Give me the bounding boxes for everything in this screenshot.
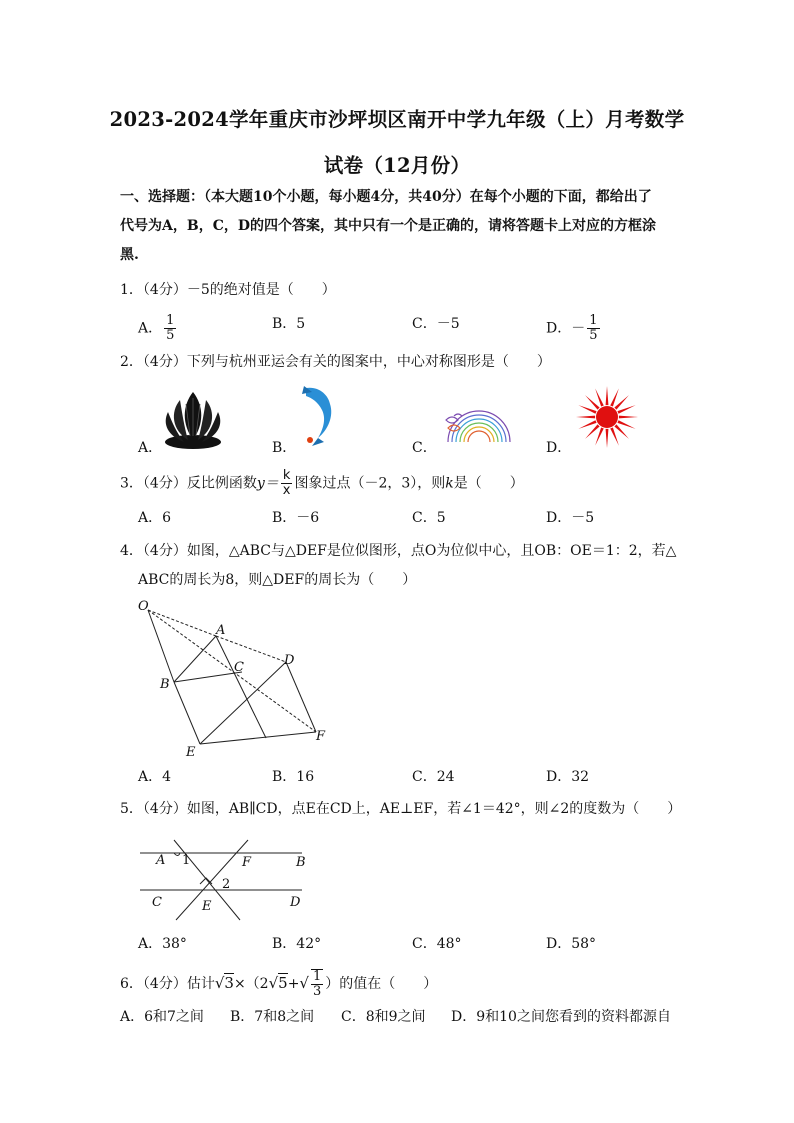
q4-side-BA xyxy=(174,636,216,682)
q1-d-label: D．－ xyxy=(546,320,586,337)
q2-option-d: D． xyxy=(546,440,572,456)
sun-ray xyxy=(614,424,629,439)
q5-label-1: 1 xyxy=(182,853,191,868)
sun-ray xyxy=(585,395,600,410)
q1-a-num: 1 xyxy=(166,313,175,328)
q3-stem-b: 图象过点（－2，3），则 xyxy=(294,475,446,492)
q1-a-label: A． xyxy=(138,320,163,337)
q6-sqrt3-value: 3 xyxy=(224,974,234,992)
q5-label-B: B xyxy=(296,855,306,870)
q3-option-a: A．6 xyxy=(138,510,172,526)
q4-side-DF xyxy=(286,662,316,732)
sun-ray xyxy=(614,395,629,410)
q5-label-2: 2 xyxy=(222,877,231,892)
dolphin-emblem-icon xyxy=(298,384,338,450)
q5-line-EF xyxy=(176,840,248,920)
sun-ray xyxy=(606,386,609,405)
q5-label-E: E xyxy=(202,899,212,914)
q1-d-num: 1 xyxy=(589,313,598,328)
q3-option-c: C．5 xyxy=(412,510,446,526)
q6-stem xyxy=(120,969,437,999)
sun-ray xyxy=(617,405,635,414)
q3-x: x xyxy=(282,483,291,498)
q6-times: ×（2 xyxy=(233,976,269,992)
q1-a-den: 5 xyxy=(166,328,175,343)
q5-label-A: A xyxy=(156,853,166,868)
q6-option-c: C．8和9之间 xyxy=(341,1009,426,1025)
q1-option-a xyxy=(138,314,178,343)
section1-line1: 一、选择题：（本大题10个小题，每小题4分，共40分）在每个小题的下面，都给出了 xyxy=(120,189,652,205)
q6-sqrt3: √3 xyxy=(214,974,234,992)
q4-option-a: A．4 xyxy=(138,769,172,785)
section1-line2: 代号为A，B，C，D的四个答案，其中只有一个是正确的，请将答题卡上对应的方框涂 xyxy=(120,218,656,234)
lotus-emblem-icon xyxy=(160,390,226,452)
q6-option-b: B．7和8之间 xyxy=(230,1009,315,1025)
q3-stem xyxy=(120,469,524,498)
q5-parallel-lines-figure xyxy=(130,836,320,930)
q4-label-D: D xyxy=(284,653,295,668)
sun-ray xyxy=(576,416,595,419)
q4-line-OB xyxy=(148,610,174,682)
q5-option-b: B．42° xyxy=(272,936,322,952)
sun-ray xyxy=(578,420,596,429)
q5-stem: 5．（4分）如图，AB∥CD，点E在CD上，AE⊥EF，若∠1＝42°，则∠2的度数为（ ） xyxy=(120,801,682,817)
q6-sqrt5: √5 xyxy=(268,974,288,992)
q4-line2: ABC的周长为8，则△DEF的周长为（ ） xyxy=(138,572,417,588)
q4-similar-triangles-figure xyxy=(130,596,340,762)
rainbow-emblem-icon xyxy=(444,406,514,446)
sun-ray xyxy=(610,427,619,445)
exam-title-line1: 2023-2024学年重庆市沙坪坝区南开中学九年级（上）月考数学 xyxy=(109,108,685,131)
sun-ray xyxy=(619,416,638,419)
q6-stem-a: 6．（4分）估计 xyxy=(120,976,215,992)
q1-a-fraction xyxy=(164,314,176,343)
sun-ray xyxy=(585,424,600,439)
q2-stem: 2．（4分）下列与杭州亚运会有关的图案中，中心对称图形是（ ） xyxy=(120,354,551,370)
q2-option-a: A． xyxy=(138,440,163,456)
q1-d-fraction xyxy=(587,314,599,343)
q1-stem: 1．（4分）－5的绝对值是（ ） xyxy=(120,282,336,298)
q3-y-eq: y＝ xyxy=(256,475,279,492)
q6-sqrt5-value: 5 xyxy=(278,974,288,992)
q1-option-d xyxy=(546,314,602,343)
q6-frac-den: 3 xyxy=(312,984,322,999)
q6-plus: + xyxy=(287,976,300,992)
q4-option-b: B．16 xyxy=(272,769,315,785)
q5-option-d: D．58° xyxy=(546,936,597,952)
sun-ray xyxy=(617,420,635,429)
q4-label-F: F xyxy=(316,729,326,744)
q4-label-E: E xyxy=(186,745,196,760)
exam-title-line2: 试卷（12月份） xyxy=(323,154,471,177)
q5-option-a: A．38° xyxy=(138,936,187,952)
q4-option-d: D．32 xyxy=(546,769,590,785)
q6-frac-num: 1 xyxy=(312,969,322,984)
q2-option-c: C． xyxy=(412,440,437,456)
q3-fraction xyxy=(281,469,293,498)
q5-label-F: F xyxy=(242,855,252,870)
q5-label-D: D xyxy=(290,895,301,910)
q4-label-B: B xyxy=(160,677,170,692)
q4-option-c: C．24 xyxy=(412,769,455,785)
q4-line-OA xyxy=(148,610,216,636)
q3-k: k xyxy=(281,469,293,484)
q6-stem-b: ）的值在（ ） xyxy=(325,976,438,992)
q4-line1: 4．（4分）如图，△ABC与△DEF是位似图形，点O为位似中心，且OB：OE＝1：2，若△ xyxy=(120,543,677,559)
q4-side-BC xyxy=(174,672,242,682)
q4-label-O: O xyxy=(138,599,149,614)
q1-option-c: C．－5 xyxy=(412,316,460,332)
sun-ray xyxy=(578,405,596,414)
q4-line-BE xyxy=(174,682,200,744)
q1-d-den: 5 xyxy=(589,328,598,343)
sun-ray xyxy=(595,388,604,406)
q4-label-C: C xyxy=(234,660,244,675)
q3-k-var: k xyxy=(445,475,454,492)
q3-stem-c: 是（ ） xyxy=(453,475,524,492)
q1-option-b: B．5 xyxy=(272,316,306,332)
q3-option-d: D．－5 xyxy=(546,510,595,526)
q3-stem-a: 3．（4分）反比例函数 xyxy=(120,475,257,492)
section1-line3: 黑. xyxy=(120,247,139,263)
q5-label-C: C xyxy=(152,895,162,910)
q6-sqrt-frac: √ xyxy=(299,974,309,992)
sun-ray xyxy=(610,388,619,406)
q4-side-EF xyxy=(200,732,316,744)
sun-ray xyxy=(606,429,609,448)
q3-option-b: B．－6 xyxy=(272,510,320,526)
q6-option-d: D．9和10之间您看到的资料都源自 xyxy=(451,1009,671,1025)
q6-fraction xyxy=(311,969,323,999)
sun-emblem-icon xyxy=(574,384,640,450)
q4-label-A: A xyxy=(216,623,226,638)
q5-option-c: C．48° xyxy=(412,936,462,952)
q2-option-b: B． xyxy=(272,440,297,456)
sun-ray xyxy=(595,427,604,445)
q6-option-a: A．6和7之间 xyxy=(120,1009,204,1025)
